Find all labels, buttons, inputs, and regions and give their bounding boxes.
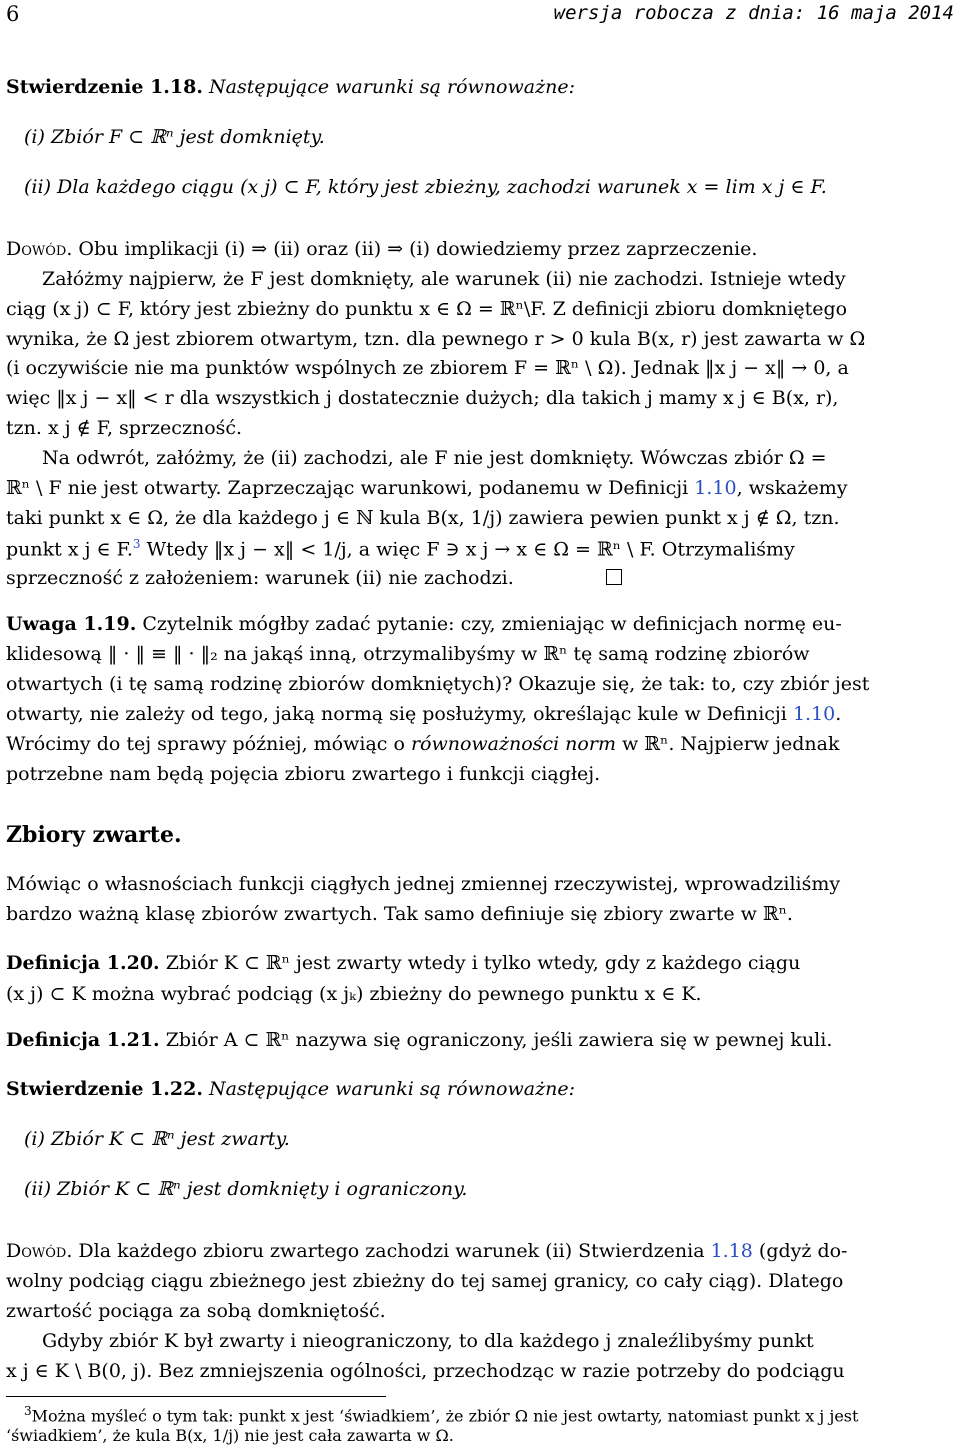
stw-118-item-1: (i) Zbiór F ⊂ ℝⁿ jest domknięty. [24,126,325,148]
uwaga-119-title: Uwaga 1.19. [6,613,137,635]
qed-box-1 [606,569,622,588]
page-header [6,0,954,30]
proof-2-label: Dowód. [6,1240,73,1262]
definition-link[interactable]: 1.10 [694,477,737,499]
definition-link[interactable]: 1.10 [792,703,836,725]
section-heading: Zbiory zwarte. [6,822,182,848]
proof-2-line-1: Dowód. Dla każdego zbioru zwartego zachodzi warunek (ii) Stwierdzenia 1.18 (gdyż do- [6,1240,848,1262]
proof-1-line-8: Na odwrót, załóżmy, że (ii) zachodzi, ale F nie jest domknięty. Wówczas zbiór Ω = [42,447,827,469]
page-number: 6 [6,2,20,26]
proof-1-line-7: tzn. x j ∉ F, sprzeczność. [6,417,243,439]
proof-1-line-6: więc ‖x j − x‖ < r dla wszystkich j dostatecznie dużych; dla takich j mamy x j ∈ B(x, r), [6,387,839,409]
def-121-title: Definicja 1.21. [6,1029,160,1051]
proof-2-line-3: zwartość pociąga za sobą domkniętość. [6,1300,386,1322]
document-page [6,0,954,1450]
footnote-line-1: $^3$Można myśleć o tym tak: punkt x jest ‘świadkiem’, że zbiór Ω nie jest owtarty, natomiast punkt x j jest [24,1404,859,1426]
uwaga-119-line-4: otwarty, nie zależy od tego, jaką normą się posłużymy, określając kule w Definicji 1.10. [6,703,842,725]
stw-122-lead: Następujące warunki są równoważne: [209,1078,575,1100]
footnote-rule [6,1396,386,1397]
uwaga-119-line-5: Wrócimy do tej sprawy później, mówiąc o równoważności norm w ℝⁿ. Najpierw jednak [6,733,840,755]
stw-122-item-2: (ii) Zbiór K ⊂ ℝⁿ jest domknięty i ograniczony. [24,1178,468,1200]
draft-date: wersja robocza z dnia: 16 maja 2014 [553,2,954,24]
emphasis-term: równoważności norm [410,733,616,755]
section-line-2: bardzo ważną klasę zbiorów zwartych. Tak samo definiuje się zbiory zwarte w ℝⁿ. [6,903,793,925]
proof-2-line-5: x j ∈ K \ B(0, j). Bez zmniejszenia ogólności, przechodząc w razie potrzeby do podciągu [6,1360,845,1382]
footnote-mark: 3 [24,1404,32,1418]
proof-1-line-5: (i oczywiście nie ma punktów wspólnych ze zbiorem F = ℝⁿ \ Ω). Jednak ‖x j − x‖ → 0, a [6,357,849,379]
stw-122-heading [6,1078,575,1100]
section-line-1: Mówiąc o własnościach funkcji ciągłych jednej zmiennej rzeczywistej, wprowadziliśmy [6,873,841,895]
proof-1-line-3: ciąg (x j) ⊂ F, który jest zbieżny do punktu x ∈ Ω = ℝⁿ\F. Z definicji zbioru domkniętego [6,298,848,320]
proof-1-line-10: taki punkt x ∈ Ω, że dla każdego j ∈ ℕ kula B(x, 1/j) zawiera pewien punkt x j ∉ Ω, tzn. [6,507,840,529]
proof-2-line-2: wolny podciąg ciągu zbieżnego jest zbieżny do tej samej granicy, co cały ciąg). Dlatego [6,1270,844,1292]
stw-118-title: Stwierdzenie 1.18. [6,76,203,98]
proof-1-label: Dowód. [6,238,73,260]
uwaga-119-line-1: Uwaga 1.19. Czytelnik mógłby zadać pytanie: czy, zmieniając w definicjach normę eu- [6,613,842,635]
stw-122-title: Stwierdzenie 1.22. [6,1078,203,1100]
proof-2-line-4: Gdyby zbiór K był zwarty i nieograniczony, to dla każdego j znaleźlibyśmy punkt [42,1330,814,1352]
def-121-line: Definicja 1.21. Zbiór A ⊂ ℝⁿ nazywa się ograniczony, jeśli zawiera się w pewnej kuli. [6,1029,833,1051]
statement-link[interactable]: 1.18 [710,1240,753,1262]
footnote-mark-link[interactable]: 3 [132,537,141,551]
uwaga-119-line-6: potrzebne nam będą pojęcia zbioru zwartego i funkcji ciągłej. [6,763,601,785]
proof-1-line-11: punkt x j ∈ F.$^3$ Wtedy ‖x j − x‖ < 1/j, a więc F ∋ x j → x ∈ Ω = ℝⁿ \ F. Otrzymaliśmy [6,537,795,561]
proof-1-line-12: sprzeczność z założeniem: warunek (ii) nie zachodzi. [6,567,514,589]
stw-122-item-1: (i) Zbiór K ⊂ ℝⁿ jest zwarty. [24,1128,290,1150]
uwaga-119-line-2: klidesową ‖ · ‖ ≡ ‖ · ‖₂ na jakąś inną, otrzymalibyśmy w ℝⁿ tę samą rodzinę zbiorów [6,643,810,665]
footnote-line-2: ‘świadkiem’, że kula B(x, 1/j) nie jest cała zawarta w Ω. [6,1426,454,1445]
uwaga-119-line-3: otwartych (i tę samą rodzinę zbiorów domkniętych)? Okazuje się, że tak: to, czy zbiór jest [6,673,870,695]
def-120-line-1: Definicja 1.20. Zbiór K ⊂ ℝⁿ jest zwarty wtedy i tylko wtedy, gdy z każdego ciągu [6,952,801,974]
proof-1-line-2: Załóżmy najpierw, że F jest domknięty, ale warunek (ii) nie zachodzi. Istnieje wtedy [42,268,846,290]
proof-1-line-1: Dowód. Obu implikacji (i) ⇒ (ii) oraz (ii) ⇒ (i) dowiedziemy przez zaprzeczenie. [6,238,758,260]
proof-1-line-4: wynika, że Ω jest zbiorem otwartym, tzn. dla pewnego r > 0 kula B(x, r) jest zawarta w Ω [6,328,866,350]
stw-118-item-2: (ii) Dla każdego ciągu (x j) ⊂ F, który jest zbieżny, zachodzi warunek x = lim x j ∈ F. [24,176,827,198]
def-120-line-2: (x j) ⊂ K można wybrać podciąg (x jₖ) zbieżny do pewnego punktu x ∈ K. [6,983,702,1005]
stw-118-lead: Następujące warunki są równoważne: [209,76,575,98]
proof-1-line-9: ℝⁿ \ F nie jest otwarty. Zaprzeczając warunkowi, podanemu w Definicji 1.10, wskażemy [6,477,848,499]
def-120-title: Definicja 1.20. [6,952,160,974]
stw-118-heading [6,76,575,98]
